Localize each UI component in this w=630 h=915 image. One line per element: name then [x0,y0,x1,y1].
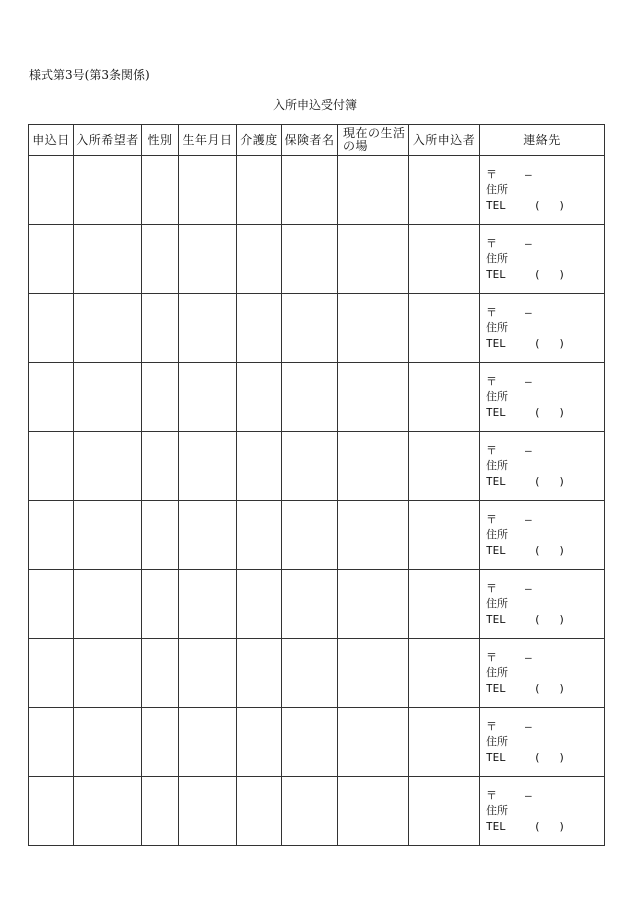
cell-insurer-name[interactable] [282,225,338,294]
tel-paren-open: ( [533,336,541,350]
cell-birth-date[interactable] [179,570,237,639]
cell-birth-date[interactable] [179,294,237,363]
cell-applicant-resident[interactable] [74,432,142,501]
postal-dash: — [525,236,532,250]
column-header-applicant: 入所申込者 [409,125,480,156]
cell-application-date[interactable] [29,432,74,501]
tel-paren-close: ) [558,405,566,419]
tel-line [486,681,604,697]
postal-mark: 〒 [486,167,497,181]
tel-line [486,474,604,490]
postal-code-line [486,788,604,804]
cell-applicant-resident[interactable] [74,708,142,777]
cell-care-level[interactable] [237,570,282,639]
cell-gender[interactable] [142,363,179,432]
cell-gender[interactable] [142,225,179,294]
address-label: 住所 [486,597,508,611]
postal-code-line [486,650,604,666]
cell-care-level[interactable] [237,777,282,846]
cell-gender[interactable] [142,156,179,225]
tel-paren-open: ( [533,198,541,212]
cell-applicant[interactable] [409,363,480,432]
cell-birth-date[interactable] [179,432,237,501]
table-row [29,777,605,846]
cell-care-level[interactable] [237,363,282,432]
column-header-birth-date: 生年月日 [179,125,237,156]
cell-contact[interactable] [480,777,605,846]
postal-mark: 〒 [486,374,497,388]
cell-current-residence[interactable] [338,501,409,570]
table-row [29,294,605,363]
cell-applicant[interactable] [409,777,480,846]
cell-applicant[interactable] [409,432,480,501]
postal-dash: — [525,650,532,664]
postal-code-line [486,719,604,735]
tel-paren-close: ) [558,750,566,764]
cell-contact[interactable] [480,363,605,432]
address-label: 住所 [486,735,508,749]
cell-insurer-name[interactable] [282,363,338,432]
cell-applicant-resident[interactable] [74,639,142,708]
cell-contact[interactable] [480,225,605,294]
tel-paren-close: ) [558,612,566,626]
document-title: 入所申込受付簿 [272,98,357,112]
column-header-current-residence: 現在の生活の場 [338,125,409,156]
tel-line [486,267,604,283]
tel-paren-open: ( [533,819,541,833]
tel-label: TEL [486,336,506,350]
cell-care-level[interactable] [237,639,282,708]
cell-care-level[interactable] [237,708,282,777]
cell-gender[interactable] [142,501,179,570]
cell-applicant[interactable] [409,156,480,225]
cell-contact[interactable] [480,639,605,708]
table-row [29,363,605,432]
tel-paren-open: ( [533,543,541,557]
postal-mark: 〒 [486,788,497,802]
cell-current-residence[interactable] [338,225,409,294]
cell-insurer-name[interactable] [282,639,338,708]
column-header-application-date: 申込日 [29,125,74,156]
cell-care-level[interactable] [237,156,282,225]
cell-current-residence[interactable] [338,294,409,363]
postal-code-line [486,581,604,597]
cell-birth-date[interactable] [179,225,237,294]
cell-current-residence[interactable] [338,708,409,777]
table-row [29,225,605,294]
tel-paren-close: ) [558,474,566,488]
cell-applicant-resident[interactable] [74,570,142,639]
address-label: 住所 [486,390,508,404]
postal-code-line [486,512,604,528]
cell-insurer-name[interactable] [282,294,338,363]
cell-care-level[interactable] [237,432,282,501]
cell-applicant[interactable] [409,501,480,570]
cell-gender[interactable] [142,432,179,501]
application-register-table [28,124,605,846]
cell-insurer-name[interactable] [282,708,338,777]
tel-label: TEL [486,819,506,833]
table-row [29,156,605,225]
postal-mark: 〒 [486,236,497,250]
postal-dash: — [525,512,532,526]
postal-mark: 〒 [486,512,497,526]
cell-applicant[interactable] [409,708,480,777]
cell-current-residence[interactable] [338,156,409,225]
cell-gender[interactable] [142,777,179,846]
cell-insurer-name[interactable] [282,777,338,846]
column-header-contact: 連絡先 [480,125,605,156]
postal-mark: 〒 [486,305,497,319]
cell-care-level[interactable] [237,225,282,294]
tel-label: TEL [486,198,506,212]
tel-line [486,543,604,559]
column-header-insurer-name: 保険者名 [282,125,338,156]
postal-dash: — [525,443,532,457]
cell-birth-date[interactable] [179,156,237,225]
cell-contact[interactable] [480,570,605,639]
form-number-label: 様式第3号(第3条関係) [29,68,150,82]
cell-contact[interactable] [480,708,605,777]
cell-insurer-name[interactable] [282,501,338,570]
postal-code-line [486,167,604,183]
cell-contact[interactable] [480,432,605,501]
address-label: 住所 [486,528,508,542]
tel-paren-open: ( [533,474,541,488]
cell-current-residence[interactable] [338,777,409,846]
postal-dash: — [525,719,532,733]
cell-application-date[interactable] [29,501,74,570]
cell-applicant[interactable] [409,570,480,639]
cell-applicant-resident[interactable] [74,363,142,432]
cell-current-residence[interactable] [338,432,409,501]
tel-paren-open: ( [533,681,541,695]
cell-current-residence[interactable] [338,639,409,708]
tel-paren-close: ) [558,336,566,350]
cell-applicant-resident[interactable] [74,777,142,846]
cell-insurer-name[interactable] [282,570,338,639]
cell-application-date[interactable] [29,570,74,639]
cell-applicant-resident[interactable] [74,501,142,570]
cell-birth-date[interactable] [179,501,237,570]
cell-applicant-resident[interactable] [74,156,142,225]
address-label: 住所 [486,459,508,473]
cell-insurer-name[interactable] [282,156,338,225]
column-header-gender: 性別 [142,125,179,156]
tel-paren-open: ( [533,405,541,419]
cell-applicant[interactable] [409,639,480,708]
table-row [29,639,605,708]
tel-label: TEL [486,612,506,626]
cell-application-date[interactable] [29,225,74,294]
postal-code-line [486,236,604,252]
address-label: 住所 [486,183,508,197]
postal-dash: — [525,374,532,388]
postal-dash: — [525,167,532,181]
column-header-applicant-resident: 入所希望者 [74,125,142,156]
cell-birth-date[interactable] [179,639,237,708]
cell-applicant[interactable] [409,225,480,294]
cell-application-date[interactable] [29,639,74,708]
tel-line [486,750,604,766]
tel-paren-close: ) [558,681,566,695]
cell-insurer-name[interactable] [282,432,338,501]
postal-dash: — [525,305,532,319]
address-label: 住所 [486,252,508,266]
postal-mark: 〒 [486,443,497,457]
cell-contact[interactable] [480,294,605,363]
tel-line [486,819,604,835]
cell-birth-date[interactable] [179,363,237,432]
tel-label: TEL [486,543,506,557]
address-label: 住所 [486,321,508,335]
tel-label: TEL [486,405,506,419]
tel-paren-open: ( [533,750,541,764]
tel-label: TEL [486,474,506,488]
tel-paren-close: ) [558,819,566,833]
cell-care-level[interactable] [237,501,282,570]
column-header-care-level: 介護度 [237,125,282,156]
cell-gender[interactable] [142,294,179,363]
postal-code-line [486,443,604,459]
tel-paren-close: ) [558,543,566,557]
tel-label: TEL [486,267,506,281]
cell-contact[interactable] [480,156,605,225]
address-label: 住所 [486,666,508,680]
cell-birth-date[interactable] [179,777,237,846]
cell-application-date[interactable] [29,363,74,432]
cell-application-date[interactable] [29,156,74,225]
postal-dash: — [525,788,532,802]
cell-application-date[interactable] [29,708,74,777]
cell-gender[interactable] [142,708,179,777]
cell-applicant[interactable] [409,294,480,363]
postal-code-line [486,305,604,321]
tel-paren-open: ( [533,612,541,626]
table-header-row [29,125,605,156]
tel-line [486,612,604,628]
tel-paren-close: ) [558,198,566,212]
cell-birth-date[interactable] [179,708,237,777]
tel-label: TEL [486,750,506,764]
cell-applicant-resident[interactable] [74,225,142,294]
cell-contact[interactable] [480,501,605,570]
table-row [29,432,605,501]
table-row [29,501,605,570]
tel-line [486,336,604,352]
table-row [29,708,605,777]
cell-application-date[interactable] [29,777,74,846]
postal-code-line [486,374,604,390]
cell-applicant-resident[interactable] [74,294,142,363]
tel-paren-close: ) [558,267,566,281]
postal-mark: 〒 [486,719,497,733]
tel-line [486,405,604,421]
address-label: 住所 [486,804,508,818]
tel-paren-open: ( [533,267,541,281]
cell-application-date[interactable] [29,294,74,363]
postal-dash: — [525,581,532,595]
tel-line [486,198,604,214]
cell-current-residence[interactable] [338,363,409,432]
cell-gender[interactable] [142,570,179,639]
table-row [29,570,605,639]
cell-care-level[interactable] [237,294,282,363]
postal-mark: 〒 [486,650,497,664]
tel-label: TEL [486,681,506,695]
cell-gender[interactable] [142,639,179,708]
postal-mark: 〒 [486,581,497,595]
cell-current-residence[interactable] [338,570,409,639]
